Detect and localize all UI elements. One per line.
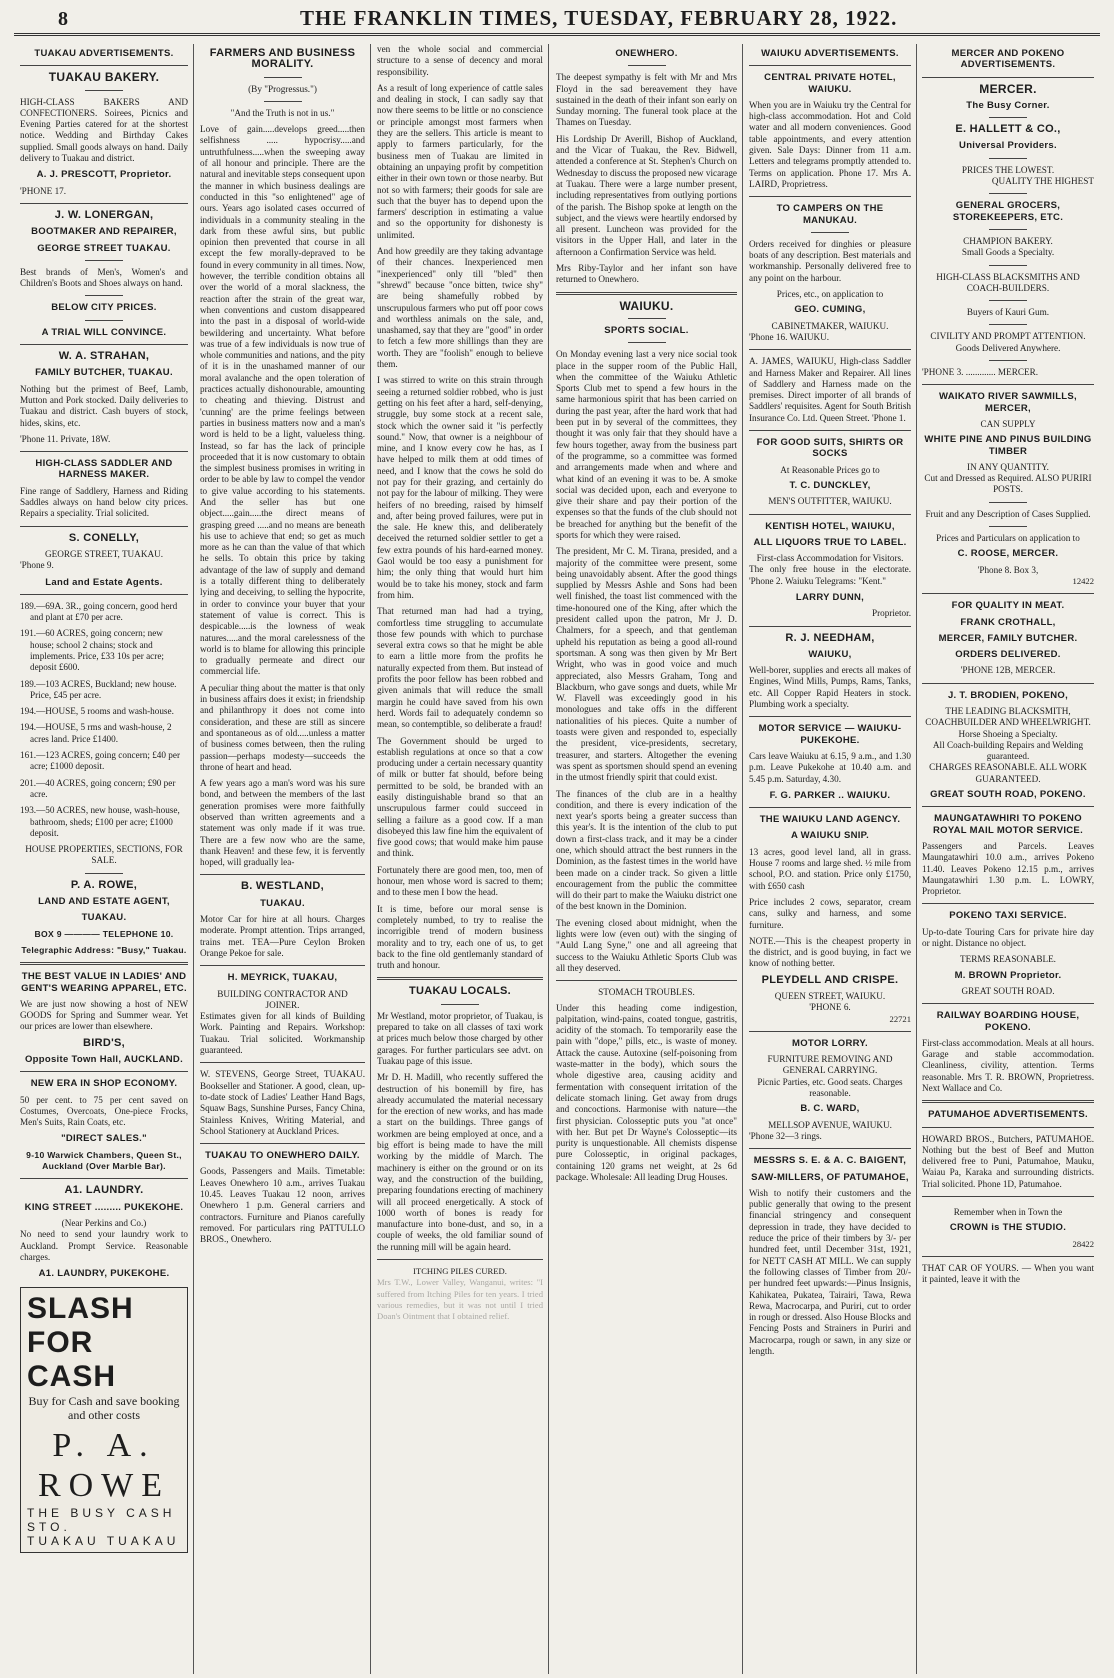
ad-body: Fruit and any Description of Cases Supplied.: [925, 508, 1091, 519]
ad-slogan: Universal Providers.: [959, 140, 1057, 152]
ad-title: A1. LAUNDRY.: [64, 1184, 144, 1197]
ad-title: TO CAMPERS ON THE MANUKAU.: [776, 203, 884, 226]
ad-body: Motor Car for hire at all hours. Charges moderate. Prompt attention. Trips arranged, trains met. TEA—Pure Ceylon Broken Orange Pekoe for sale.: [200, 914, 365, 958]
ad-title: MERCER.: [979, 81, 1037, 96]
article-subheading: SPORTS SOCIAL.: [604, 324, 689, 336]
ad-trade: THE LEADING BLACKSMITH, COACHBUILDER AND WHEELWRIGHT.: [925, 705, 1091, 728]
ad-body: CAN SUPPLY: [980, 418, 1036, 429]
ad-title: ITCHING PILES CURED.: [413, 1265, 507, 1276]
ad-body: Nothing but the primest of Beef, Lamb, Mutton and Pork stocked. Daily deliveries to Tuakau and district. Cash buyers of stock, hides, skins, etc.: [20, 383, 188, 428]
ad-address: KING STREET ......... PUKEKOHE.: [24, 1201, 184, 1213]
column-waiuku-ads: [749, 44, 911, 1674]
ad-title: H. MEYRICK, TUAKAU,: [227, 972, 338, 984]
ad-reference-number: 12422: [1072, 575, 1094, 586]
ad-slogan: CROWN is THE STUDIO.: [949, 1222, 1067, 1234]
article-paragraph: A peculiar thing about the matter is that only in business affairs does it exist; in friendship and philanthropy it does not come into consideration, and these are still as sincere and spontaneous as of old.....unless a matter of business comes between, then the ruling passion—perhaps modesty—succeeds the throne of heart and head.: [200, 682, 365, 772]
ad-trade: HIGH-CLASS BLACKSMITHS AND COACH-BUILDERS.: [936, 271, 1080, 293]
ad-trade: CABINETMAKER, WAIUKU.: [771, 320, 889, 331]
ad-title: S. CONELLY,: [68, 531, 140, 544]
ad-title: R. J. NEEDHAM,: [785, 631, 875, 644]
newspaper-title: THE FRANKLIN TIMES, TUESDAY, FEBRUARY 28, 1922.: [300, 6, 898, 30]
ad-slogan: HOUSE PROPERTIES, SECTIONS, FOR SALE.: [25, 844, 183, 866]
ad-body: Goods, Passengers and Mails. Timetable: Leaves Onewhero 10 a.m., arrives Tuakau 10.45. Leaves Tuakau 12 noon, arrives Onewhero 1 p.m. General carriers and contractors. Furniture and Pianos carefully removed. For particulars ring PATTULLO BROS., Onewhero.: [200, 1166, 365, 1245]
ad-body: Best brands of Men's, Women's and Children's Boots and Shoes always on hand.: [20, 266, 188, 289]
article-paragraph: Mrs Riby-Taylor and her infant son have returned to Onewhero.: [556, 263, 737, 285]
article-paragraph: On Monday evening last a very nice social took place in the supper room of the Public Hall, when the committee of the Waiuku Athletic Sports Club met to spend a few hours in the same harmonious spirit that has been carried on during the past year, after the hard work that had been put in by several of the committees, they thought it was only fair that they should have a few hours together, away from the business part of the programme, so a committee was formed and arrangements made when and where and what kind of an evening it was to be. A smoke social was decided upon, each and everyone to give their share and pay their portion of the expenses so that the funds of the club should not be breached for anything but the benefit of the sports for which they were raised.: [556, 349, 737, 540]
article-paragraph: It is time, before our moral sense is completely numbed, to try to realise the incorrigible trend of modern business morality and to try, each one of us, to get back to the fine old gentlemanly standard of truth and honour.: [377, 903, 543, 971]
ad-body: 13 acres, good level land, all in grass. House 7 rooms and large shed. ½ mile from school, P.O. and station. Price only £1750, with £650 cash: [749, 846, 911, 891]
ad-trade: GENERAL GROCERS, STOREKEEPERS, ETC.: [952, 200, 1064, 223]
list-item: 191.—60 ACRES, going concern; new house; school 2 chains; stock and implements. Price, £33 10s per acre; deposit £600.: [20, 628, 164, 673]
column-article-continued: [377, 44, 543, 1674]
ad-title: THE WAIUKU LAND AGENCY.: [759, 814, 901, 826]
ad-body: HOWARD BROS., Butchers, PATUMAHOE. Nothing but the best of Beef and Mutton delivered free to Puni, Patumahoe, Mauku, Waiau Pa, Karaka and surrounding districts. Trial solicited. Phone 1D, Patumahoe.: [922, 1133, 1094, 1189]
list-item: 189.—69A. 3R., going concern, good herd and plant at £70 per acre.: [20, 600, 178, 623]
ad-signature: LARRY DUNN,: [795, 591, 865, 603]
ad-body: A. JAMES, WAIUKU, High-class Saddler and Harness Maker and Repairer. All lines of Saddlery and Harness made on the premises. Direct importer of all brands of Saddlers' requisites. Agent for South British Insurance Co. Ltd. Queen Street. 'Phone 1.: [749, 356, 911, 423]
ad-name: PLEYDELL AND CRISPE.: [761, 973, 899, 986]
ad-signature-title: Proprietor.: [871, 608, 911, 619]
ad-subtitle: FURNITURE REMOVING AND GENERAL CARRYING.: [767, 1054, 893, 1076]
ad-title: POKENO TAXI SERVICE.: [949, 910, 1067, 922]
list-item: 194.—HOUSE, 5 rms and wash-house, 2 acres land. Price £1400.: [20, 722, 172, 744]
article-paragraph: His Lordship Dr Averill, Bishop of Auckland, and the Vicar of Tuakau, the Rev. Bidwell, attended a conference at St. Stephen's Church on Wednesday to discuss the proposed new vicarage at Tuakau. There were a large number present, including representatives from outlying portions of the parish. The Bishop spoke at length on the subject, and the views were heartily endorsed by all present. Luncheon was provided for the visitors in the Upper Hall, and later in the afternoon a Confirmation Service was held.: [556, 133, 737, 257]
ad-body: When you are in Waiuku try the Central for high-class accommodation. Hot and Cold water and all modern conveniences. Good table appointments, and every attention given. Sale Days: Dinner from 11 a.m. Letters and telegrams promptly attended to. Terms on application. Phone 17. Mrs A. LAIRD, Proprietress.: [749, 99, 911, 189]
list-item: 189.—103 ACRES, Buckland; new house. Price, £45 per acre.: [20, 678, 177, 700]
ad-address: QUEEN STREET, WAIUKU.: [774, 991, 886, 1001]
ad-body: Well-borer, supplies and erects all makes of Engines, Wind Mills, Pumps, Rams, Tanks, etc. All Copper Rapid Heaters in stock. Plumbing work a specialty.: [749, 665, 911, 710]
article-paragraph: Love of gain.....develops greed.....then selfishness ..... hypocrisy.....and untruthfulness.....when the sweeping away of all honour and principle. There are the natural and inevitable steps consequent upon the manner in which business dealings are conducted in this "so enlightened" age of ours. Years ago isolated cases occurred of individuals in a community stealing in the dark from these awful sins, but public opinion then prevented that course in all except the few morally-depraved to be found in every community in all times. Now, however, the terrible condition obtains all over the world of a moral slackness, the reaction after the strain of the great war, when conventions and custom disappeared into the past in a disposal of world-wide bewildering and uncertainty. What before was true of a few individuals is now true of whole communities and nations, and the pity of it is in the unashamed manner of our moral avalanche and the open toleration of practices actually dishonourable, amounting to cheating and thieving. Distrust and 'cunning' are the prime feelings between parties in business matters now and a man's word is held to be a light, valueless thing. Instead, so far has the lack of principle proceeded that it is now customary to obtain the simplest business promises in writing in order to be able by law to compel the vendor to give value according to his statements. And the seller has but one object.....gain.....the direct means of grasping greed .....and no means are beneath his use to achieve that end; so get as much more as he can than the value of that which he sells. To obtain this price by taking advantage of the law of supply and demand is a totally different thing to deliberately lying and deceiving, to selling the hypocrite, in order to convince your buyer that your statement of value is correct. This is despicable.....is the lowness of weak natures.....and the moral carelessness of the world is to blame for allowing this principle to gradually permeate and direct our commercial life.: [200, 124, 365, 677]
column-divider: [916, 44, 917, 1674]
ad-title: CENTRAL PRIVATE HOTEL, WAIUKU.: [764, 72, 896, 95]
ad-slogan: ORDERS DELIVERED.: [955, 649, 1061, 661]
article-paragraph: Under this heading come indigestion, palpitation, wind-pains, coated tongue, gastritis, acidity of the stomach. To temporarily ease the pain with "dope," pills, etc., is waste of money. Attack the cause. Autoxine (self-poisoning from waste-matter in the body), which sours the whole digestive area, causing acidity and fermentation with consequent irritation of the delicate stomach lining. Get away from drugs and concoctions. Harmonise with nature—the first physician. Colosseptic puts you "at once" with her. But pet Dr Wayne's Colosseptic—its purity is unquestionable. All chemists dispense pure Colosseptic, in original packages, containing 120 grams net weight, at 2s 6d package. Wholesale: All leading Drug Houses.: [556, 1002, 737, 1183]
ad-title: HIGH-CLASS SADDLER AND HARNESS MAKER.: [35, 458, 173, 481]
ad-name: P. A. ROWE: [37, 1427, 171, 1505]
ad-body: Goods Delivered Anywhere.: [955, 342, 1061, 353]
ad-body: Cut and Dressed as Required. ALSO PURIRI POSTS.: [924, 473, 1092, 495]
ad-subtitle: SAW-MILLERS, OF PATUMAHOE,: [751, 1171, 909, 1183]
ad-body: Small Goods a Specialty.: [961, 247, 1055, 258]
ad-title: MESSRS S. E. & A. C. BAIGENT,: [753, 1155, 907, 1167]
ad-title: MAUNGATAWHIRI TO POKENO ROYAL MAIL MOTOR SERVICE.: [932, 813, 1084, 836]
ad-name: B. C. WARD,: [800, 1103, 860, 1115]
ad-slogan: CHARGES REASONABLE. ALL WORK GUARANTEED.: [929, 762, 1087, 784]
ad-body: No need to send your laundry work to Auckland. Prompt Service. Reasonable charges.: [20, 1229, 188, 1262]
article-paragraph: Mr D. H. Madill, who recently suffered the destruction of his bonemill by fire, has already accumulated the material necessary for the erection of new works, and has made a start on the buildings. Three gangs of workmen are being employed at once, and a big effort is being made to have the mill working by the middle of March. The machinery is either on the ground or on its way, and the construction of the building, preparing foundations erecting of machinery will all proceed energetically. A stock of 1000 worth of bones is ready for manufacture into bone-dust, and so, in a couple of weeks, the old familiar sound of the running mill will be again heard.: [377, 1072, 543, 1252]
ad-name: E. HALLETT & CO.,: [955, 123, 1061, 136]
ad-phone: 'PHONE 6.: [809, 1002, 851, 1013]
ad-title: MOTOR SERVICE — WAIUKU-PUKEKOHE.: [758, 723, 902, 746]
ad-footer: TUAKAU TUAKAU: [27, 1534, 180, 1549]
ad-signature: M. BROWN Proprietor.: [954, 969, 1062, 981]
ad-address: GREAT SOUTH ROAD.: [961, 985, 1055, 996]
ad-signature: A. J. PRESCOTT, Proprietor.: [36, 169, 172, 181]
article-heading: FARMERS AND BUSINESS MORALITY.: [209, 47, 356, 71]
ad-slogan: "DIRECT SALES.": [61, 1133, 147, 1145]
article-heading: WAIUKU.: [619, 298, 674, 313]
ad-title: NEW ERA IN SHOP ECONOMY.: [30, 1078, 178, 1090]
ad-body: Estimates given for all kinds of Building Work. Painting and Repairs. Workshop: Tuakau. Trial solicited. Workmanship guaranteed.: [200, 1011, 365, 1056]
ad-slogan: ALL LIQUORS TRUE TO LABEL.: [753, 536, 907, 548]
article-paragraph: And how greedily are they taking advantage of their chances. Inexperienced men "inexperienced" only till "bled" then "shrewd" because "once bitten, twice shy" are being shamefully robbed by unscrupulous farmers who put off poor cows and worthless animals on the sale, and, unashamed, say that they are "good" in order to fetch a few more shillings than they are worth. They are "foolish" enough to believe them.: [377, 246, 543, 370]
article-heading: STOMACH TROUBLES.: [598, 987, 695, 998]
ad-note: (Near Perkins and Co.): [61, 1217, 147, 1228]
ad-body: THAT CAR OF YOURS. — When you want it painted, leave it with the: [922, 1262, 1094, 1285]
land-listings: [20, 601, 188, 839]
ad-phone: 'Phone 9.: [20, 560, 54, 571]
ad-trade: BOOTMAKER AND REPAIRER,: [31, 226, 177, 238]
ad-note: NOTE.—This is the cheapest property in the district, and is good buying, in fact we know of nothing better.: [749, 935, 911, 969]
ad-trade: BUILDING CONTRACTOR AND JOINER.: [217, 988, 348, 1010]
ad-body: W. STEVENS, George Street, TUAKAU. Bookseller and Stationer. A good, clean, up-to-date stock of Ladies' Leather Hand Bags, Squaw Bags, Sunshine Purses, Fancy China, Stainless Knives, Writing Material, and School Stationery at Auckland Prices.: [200, 1069, 365, 1136]
ad-body: At Reasonable Prices go to: [780, 464, 880, 475]
ad-body: IN ANY QUANTITY.: [967, 461, 1049, 472]
ad-body: Passengers and Parcels. Leaves Maungatawhiri 10.0 a.m., arrives Pokeno 11.40. Leaves Pokeno 12.15 p.m., arrives Maungatawhiri 1.30 p.m. L. LOWRY, Proprietor.: [922, 840, 1094, 897]
ad-phone: 'Phone 32—3 rings.: [749, 1130, 822, 1141]
ad-address: MELLSOP AVENUE, WAIUKU.: [768, 1119, 892, 1130]
ad-footer: THE BUSY CASH STO.: [27, 1506, 176, 1535]
ad-body: Fine range of Saddlery, Harness and Riding Saddles always on hand below city prices. Repairs a speciality. Trial solicited.: [20, 485, 188, 519]
article-heading: ONEWHERO.: [615, 48, 678, 59]
ad-body: Buy for Cash and save booking and other costs: [28, 1394, 180, 1423]
masthead: [0, 0, 1114, 36]
ad-signature: A1. LAUNDRY, PUKEKOHE.: [38, 1268, 170, 1280]
ad-slogan: A TRIAL WILL CONVINCE.: [41, 326, 167, 338]
list-item: 161.—123 ACRES, going concern; £40 per acre; £1000 deposit.: [20, 750, 180, 772]
article-paragraph: As a result of long experience of cattle sales and dealing in stock, I can sadly say that now there seems to be little or no conscience or principle amongst most farmers when they are the sellers. This article is meant to apply to farmers particularly, for the business men of Tuakau are limited in obtaining an unpaying profit by competition either in their own town or those nearby. But not so with farmers; their goods for sale are such that the buyer has to depend upon the farmers' description in estimating a value and so the opportunity for dishonesty is unlimited.: [377, 82, 543, 240]
section-heading: TUAKAU ADVERTISEMENTS.: [34, 48, 174, 59]
ad-trade: CHAMPION BAKERY.: [963, 235, 1053, 246]
article-quote: "And the Truth is not in us.": [230, 107, 335, 118]
ad-phone: 'Phone 8. Box 3,: [977, 564, 1039, 575]
ad-trade: FAMILY BUTCHER, TUAKAU.: [35, 367, 173, 379]
ad-slogan: QUALITY THE HIGHEST: [991, 176, 1094, 187]
column-divider: [548, 44, 549, 1674]
ad-trade: MERCER, FAMILY BUTCHER.: [938, 632, 1078, 644]
ad-address: TUAKAU.: [81, 912, 127, 924]
ad-reference-number: 22721: [889, 1013, 911, 1024]
article-paragraph: The finances of the club are in a healthy condition, and there is every indication of the next year's sports being a greater success than this year's. It is the intention of the club to put down a first-class track, and it may be a cinder one, which should attract the best runners in the Dominion, as the fastest times in the world have been made on a cinder track. So given a little encouragement from the public the committee will do their part to make the Waiuku district one of the best known in the Dominion.: [556, 788, 737, 912]
ad-phone: BOX 9 ———— TELEPHONE 10.: [34, 928, 174, 939]
column-divider: [193, 44, 194, 1674]
article-paragraph: Mr Westland, motor proprietor, of Tuakau, is prepared to take on all classes of taxi work at prices much below those charged by other garages. For further particulars see advt. on Tuakau page of this issue.: [377, 1010, 543, 1066]
ad-body: Prices and Particulars on application to: [936, 533, 1080, 544]
ad-slogan: TERMS REASONABLE.: [960, 954, 1056, 965]
ad-title: W. A. STRAHAN,: [58, 350, 150, 363]
article-paragraph: I was stirred to write on this strain through seeing a returned soldier robbed, who is just getting on his feet after a hard, self-denying, struggle, buy some stock at a recent sale, stock which the owner said it "is perfectly sound." Now, that owner is a neighbour of mine, and I know every cow he has, as I have helped to milk them at odd times of need, and I know that the cows he sold do not pay for their grazing, and certainly do not pay for the labour of milking. They were heifers of no breeding, raised by himself and, after being proved failures, were put in the sale. He knew this, and deliberately deceived the returned soldier settler to get a few extra pounds of his hard-earned money. Gaol would be too easy a punishment for him; the only thing that would hurt him would be to take his money, stock and farm from him.: [377, 375, 543, 600]
ad-body: All Coach-building Repairs and Welding guaranteed.: [932, 739, 1084, 762]
ad-phone: 'PHONE 12B, MERCER.: [960, 665, 1056, 676]
ad-address: GEORGE STREET TUAKAU.: [37, 242, 171, 254]
list-item: 194.—HOUSE, 5 rooms and wash-house.: [20, 706, 174, 717]
ad-address: GREAT SOUTH ROAD, POKENO.: [930, 789, 1086, 801]
ad-name: GEO. CUMING,: [794, 304, 866, 316]
ad-title: RAILWAY BOARDING HOUSE, POKENO.: [936, 1010, 1080, 1033]
ad-slogan: WHITE PINE AND PINUS BUILDING TIMBER: [924, 434, 1092, 457]
ad-slogan: CIVILITY AND PROMPT ATTENTION.: [930, 331, 1086, 342]
ad-body: The only free house in the electorate. 'Phone 2. Waiuku Telegrams: "Kent.": [749, 564, 911, 586]
ad-title: SLASH FOR CASH: [27, 1292, 134, 1394]
ad-slogan: The Busy Corner.: [966, 99, 1050, 111]
column-onewhero-waiuku: [556, 44, 737, 1674]
ad-address: GEORGE STREET, TUAKAU.: [44, 548, 164, 559]
ad-slogan: PRICES THE LOWEST.: [961, 164, 1055, 175]
ad-title: MOTOR LORRY.: [792, 1037, 868, 1049]
ad-title: TUAKAU BAKERY.: [48, 70, 160, 85]
ad-body: Buyers of Kauri Gum.: [966, 307, 1050, 318]
ad-phone: 'Phone 11. Private, 18W.: [20, 433, 111, 444]
article-byline: (By "Progressus."): [248, 83, 317, 94]
ad-signature: F. G. PARKER .. WAIUKU.: [769, 789, 891, 801]
ad-body: Horse Shoeing a Specialty.: [958, 728, 1058, 739]
ad-trade: LAND AND ESTATE AGENT,: [38, 896, 170, 908]
ad-address: TUAKAU.: [260, 897, 305, 909]
ad-telegraphic: Telegraphic Address: "Busy," Tuakau.: [21, 944, 187, 955]
ad-title: KENTISH HOTEL, WAIUKU,: [765, 520, 895, 532]
ad-body: First-class accommodation. Meals at all hours. Garage and stable accommodation. Cleanliness, civility, attention. Terms reasonable. Mrs T. R. BROWN, Proprietress. Next Wallace and Co.: [922, 1037, 1094, 1093]
page-number: 8: [58, 8, 68, 30]
article-paragraph: The deepest sympathy is felt with Mr and Mrs Floyd in the sad bereavement they have sustained in the death of their infant son early on Sunday morning. The funeral took place at the Thames on Tuesday.: [556, 72, 737, 128]
ad-title: THE BEST VALUE IN LADIES' AND GENT'S WEARING APPAREL, ETC.: [21, 971, 187, 994]
ad-body: Price includes 2 cows, separator, cream cans, sulky and harness, and some furniture.: [749, 896, 911, 930]
ad-title: J. W. LONERGAN,: [54, 208, 154, 221]
column-divider: [742, 44, 743, 1674]
ad-body: Up-to-date Touring Cars for private hire day or night. Distance no object.: [922, 926, 1094, 949]
ad-address: Opposite Town Hall, AUCKLAND.: [24, 1054, 184, 1065]
ad-address: WAIUKU,: [808, 648, 852, 660]
ad-name: FRANK CROTHALL,: [960, 616, 1056, 628]
ad-title: P. A. ROWE,: [70, 878, 138, 891]
column-mercer-pokeno-ads: [922, 44, 1094, 1674]
ad-body: We are just now showing a host of NEW GOODS for Spring and Summer wear. Yet our prices are lower than elsewhere.: [20, 998, 188, 1032]
ad-reference-number: 28422: [1072, 1238, 1094, 1249]
section-heading: MERCER AND POKENO ADVERTISEMENTS.: [951, 48, 1065, 71]
ad-trade: MEN'S OUTFITTER, WAIUKU.: [768, 496, 892, 507]
ad-title: J. T. BRODIEN, POKENO,: [947, 689, 1069, 701]
ad-body: Cars leave Waiuku at 6.15, 9 a.m., and 1.30 p.m. Leave Pukekohe at 10.40 a.m. and 5.45 p.m. Saturday, 4.30.: [749, 750, 911, 784]
column-divider: [370, 44, 371, 1674]
article-heading: TUAKAU LOCALS.: [409, 985, 511, 998]
ad-slogan: BELOW CITY PRICES.: [51, 302, 157, 314]
article-paragraph: The Government should be urged to establish regulations at once so that a cow producing under a certain necessary quantity of milk or butter fat should, before being permitted to be sold, be branded with an easily distinguishable brand so that an unscrupulous farmer could succeed in selling a failure as a good cow. If a man disobeyed this law fine him the equivalent of five good cows; that would make him pause and think.: [377, 735, 543, 859]
ad-body: 50 per cent. to 75 per cent saved on Costumes, Overcoats, One-piece Frocks, Men's Suits, Rain Coats, etc.: [20, 1094, 188, 1128]
ad-title: TUAKAU TO ONEWHERO DAILY.: [205, 1150, 360, 1162]
ad-subtitle: A WAIUKU SNIP.: [790, 830, 870, 842]
article-paragraph: The evening closed about midnight, when the lights were low (even out) with the singing of "Auld Lang Syne," one and all agreeing that success to the Waiuku Athletic Sports Club was all they deserved.: [556, 917, 737, 973]
column-tuakau-ads: [20, 44, 188, 1674]
article-paragraph: ven the whole social and commercial structure to a sense of decency and moral responsibility.: [377, 44, 543, 77]
ad-address: 9-10 Warwick Chambers, Queen St., Auckland (Over Marble Bar).: [26, 1149, 182, 1172]
column-article-morality: [200, 44, 365, 1674]
list-item: 193.—50 ACRES, new house, wash-house, bathroom, sheds; £100 per acre; £1000 deposit.: [20, 805, 180, 838]
ad-phone: 'PHONE 17.: [20, 185, 67, 196]
article-paragraph: That returned man had had a trying, comfortless time struggling to accumulate those few pounds with which to purchase several extra cows so that he might be able to earn a little more from the profits he naturally expected from them. But instead of profits the poor fellow has been robbed and given animals that will reduce the small margin he could have saved from his own herd. Words fail to adequately condemn so mean, so contemptible, so deliberate a fraud!: [377, 606, 543, 730]
ad-signature: C. ROOSE, MERCER.: [957, 548, 1059, 560]
ad-name: BIRD'S,: [83, 1036, 125, 1049]
ad-body: Prices, etc., on application to: [776, 289, 884, 300]
list-item: 201.—40 ACRES, going concern; £90 per acre.: [20, 777, 176, 799]
ad-body: Orders received for dinghies or pleasure boats of any description. Best materials and workmanship. Personally delivered free to any point on the harbour.: [749, 238, 911, 283]
ad-name: T. C. DUNCKLEY,: [789, 479, 871, 491]
ad-title: WAIKATO RIVER SAWMILLS, MERCER,: [939, 391, 1077, 414]
slash-for-cash-ad: [20, 1287, 188, 1553]
ad-body: Wish to notify their customers and the public generally that owing to the present financial stringency and consequent depression in trade, they have decided to reduce the price of their timbers by 3/- per hundred feet, until December 31st, 1921, for NETT CASH AT MILL. We can supply the following classes of Timber from 20/- per hundred feet upwards:—Pinus Insignis, Kahikatea, Pukatea, Tairairi, Tawa, Rewa Rewa, Macrocarpa, and Puriri, cut to order in rough or dressed. Also House Blocks and Fencing Posts and Strainers in Puriri and Macrocarpa, rough or sawn, in any size or length.: [749, 1187, 911, 1357]
article-paragraph: The president, Mr C. M. Tirana, presided, and a majority of the committee were present, some being unavoidably absent. After the good things supplied by Messrs Ashle and Sons had been well finished, the toast list commenced with the time-honoured one of the King, after which the president called upon the patron, Mr J. D. Chalmers, for a speech, and that gentleman upheld his reputation as being a good all-round sportsman. A song was then given by Mr Bert Wright, who was in good voice and much appreciated, also Messrs Graham, Tong and Blackburn, who gave songs and duets, while Mr W. Flavell was exceedingly good in his monologues and take offs in the different nationalities of his pieces. Quite a number of toasts were given and responded to, especially the president, vice-presidents, secretary, treasurer, and starters. Altogether the evening was spent as sportsmen should spend an evening in the utmost friendly spirit that could exist.: [556, 546, 737, 783]
ad-title: FOR QUALITY IN MEAT.: [951, 600, 1065, 612]
ad-title: B. WESTLAND,: [240, 880, 325, 893]
ad-body: Mrs T.W., Lower Valley, Wanganui, writes: "I suffered from Itching Piles for ten years. I tried various remedies, but it was not until I tried Doan's Ointment that I obtained relief.: [377, 1277, 543, 1322]
article-paragraph: A few years ago a man's word was his sure bond, and between the members of the last generation promises were more faithfully observed than written agreements and a statement was only made if it was true. There are a few now who are the same, thank Heaven! and these few, it is fervently hoped, will gradually lea-: [200, 778, 365, 868]
ad-body: Picnic Parties, etc. Good seats. Charges reasonable.: [757, 1076, 903, 1099]
masthead-rule: [14, 33, 1100, 36]
section-heading: PATUMAHOE ADVERTISEMENTS.: [928, 1109, 1088, 1121]
ad-phone: 'PHONE 3. ............. MERCER.: [922, 367, 1038, 378]
ad-body: First-class Accommodation for Visitors.: [756, 553, 904, 564]
ad-body: Remember when in Town the: [953, 1207, 1063, 1218]
ad-title: FOR GOOD SUITS, SHIRTS OR SOCKS: [756, 437, 904, 460]
ad-trade: Land and Estate Agents.: [45, 576, 163, 588]
article-paragraph: Fortunately there are good men, too, men of honour, men whose word is sacred to them; and to these men I bow the head.: [377, 864, 543, 898]
section-heading: WAIUKU ADVERTISEMENTS.: [761, 48, 899, 59]
ad-body: HIGH-CLASS BAKERS AND CONFECTIONERS. Soirees, Picnics and Evening Parties catered for at the shortest notice. Wedding and Birthday Cakes supplied. Small goods always on hand. Daily delivery to Tuakau and district.: [20, 96, 188, 164]
ad-phone: 'Phone 16. WAIUKU.: [749, 331, 830, 342]
